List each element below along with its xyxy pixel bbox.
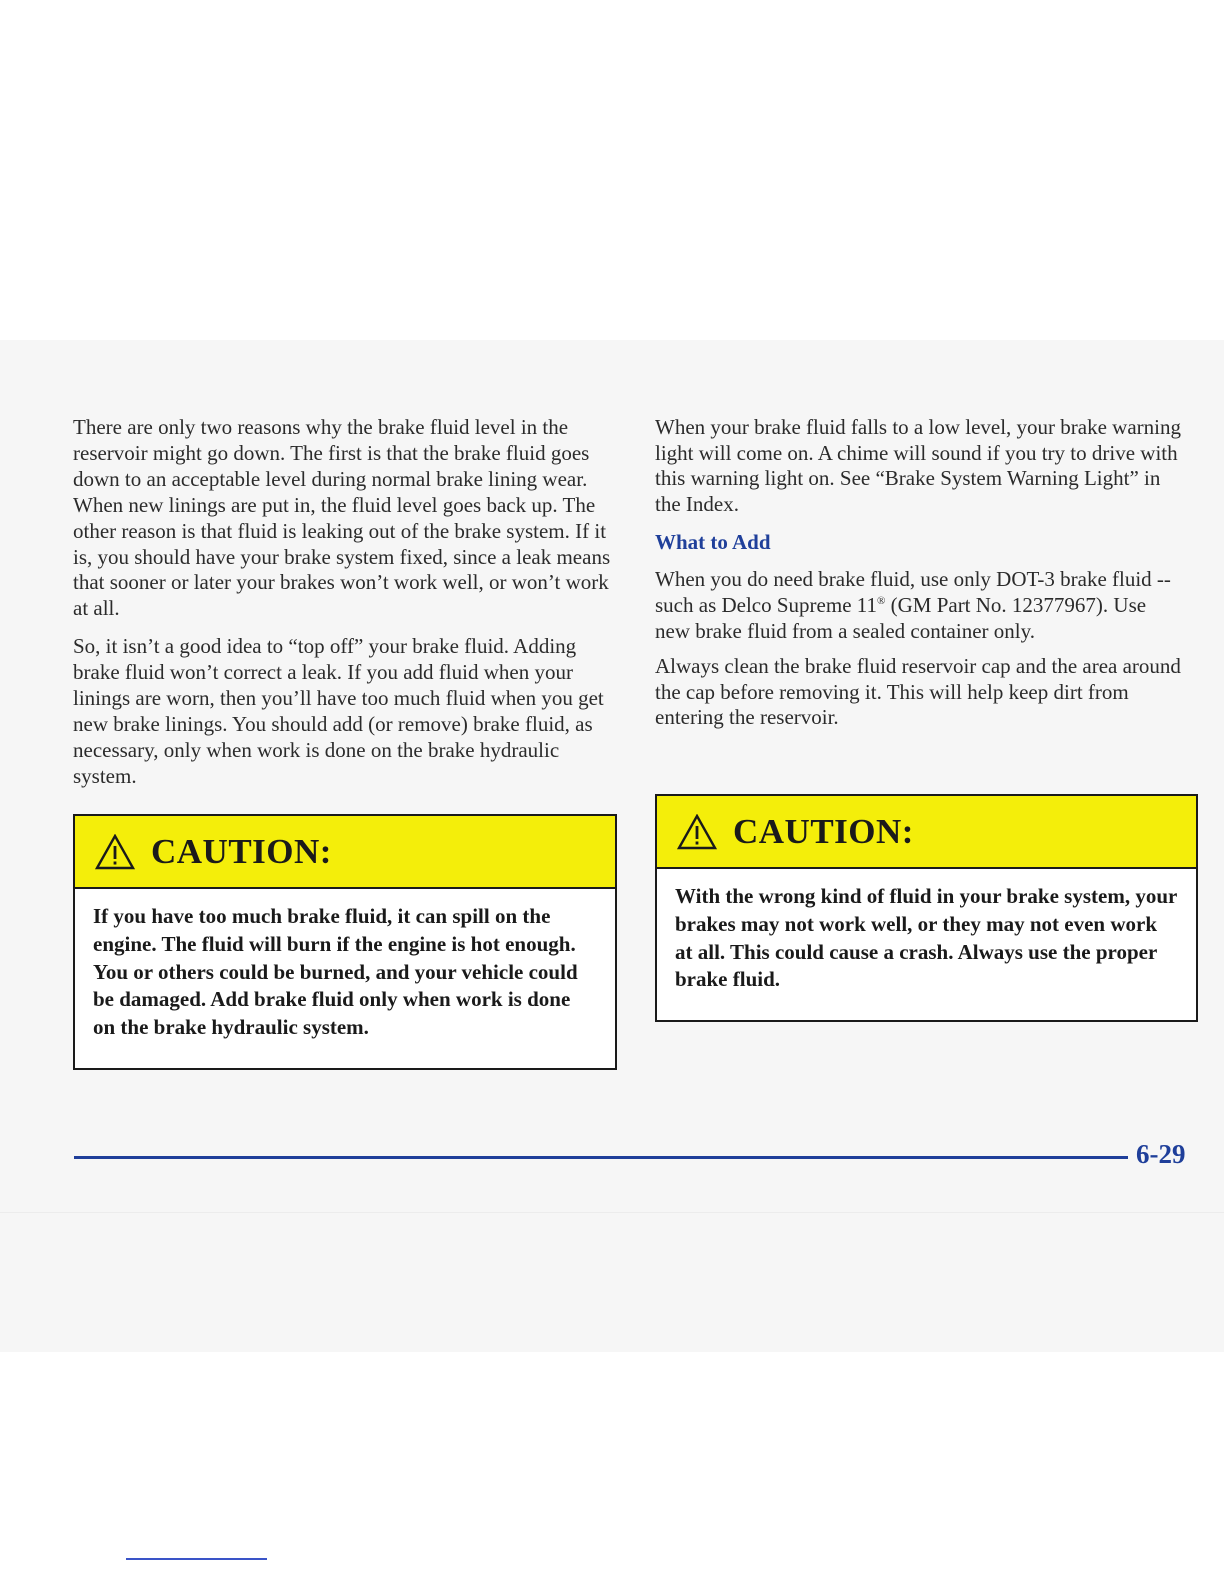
clean-cap-paragraph: Always clean the brake fluid reservoir cap and the area around the cap before removing it. This will help keep dirt from entering the reservoir. (655, 654, 1181, 730)
fluid-type-paragraph (655, 567, 1185, 644)
page-number: 6-29 (1136, 1139, 1186, 1169)
fluid-type-text: When you do need brake fluid, use only DOT-3 brake fluid -- such as Delco Supreme 11 (655, 567, 1171, 617)
caution-header (75, 816, 615, 889)
caution-title: CAUTION: (733, 811, 914, 851)
caution-title: CAUTION: (151, 831, 332, 871)
brake-fluid-level-paragraph: There are only two reasons why the brake fluid level in the reservoir might go down. The first is that the brake fluid goes down to an acceptable level during normal brake lining wear. When new linings are put in, the fluid level goes back up. The other reason is that fluid is leaking out of the brake system. If it is, you should have your brake system fixed, since a leak means that sooner or later your brakes won’t work well, or won’t work at all. (73, 415, 611, 621)
what-to-add-heading: What to Add (655, 530, 771, 555)
left-column (73, 415, 621, 802)
caution-text: If you have too much brake fluid, it can spill on the engine. The fluid will burn if the engine is hot enough. You or others could be burned, and your vehicle could be damaged. Add brake fluid only when work is done on the brake hydraulic system. (93, 904, 578, 1040)
caution-box-wrong-fluid (655, 794, 1198, 1022)
fluid-part-number-text: (GM Part No. 12377967). Use new brake fluid from a sealed container only. (655, 592, 1147, 643)
top-off-paragraph: So, it isn’t a good idea to “top off” your brake fluid. Adding brake fluid won’t correct a leak. If you add fluid when your linings are worn, then you’ll have too much fluid when you get new brake linings. You should add (or remove) brake fluid, as necessary, only when work is done on the brake hydraulic system. (73, 634, 604, 788)
caution-header (657, 796, 1196, 869)
registered-mark: ® (877, 594, 886, 607)
caution-text: With the wrong kind of fluid in your brake system, your brakes may not work well, or they may not even work at all. This could cause a crash. Always use the proper brake fluid. (675, 884, 1177, 992)
warning-triangle-icon (95, 834, 135, 870)
caution-box-too-much-fluid (73, 814, 617, 1070)
bottom-underline-link[interactable] (126, 1558, 267, 1560)
scan-edge-divider (0, 1212, 1224, 1213)
low-fluid-warning-paragraph: When your brake fluid falls to a low level, your brake warning light will come on. A chime will sound if you try to drive with this warning light on. See “Brake System Warning Light” in the Index. (655, 415, 1181, 516)
right-column (655, 415, 1185, 743)
footer-rule (74, 1156, 1128, 1159)
warning-triangle-icon (677, 814, 717, 850)
